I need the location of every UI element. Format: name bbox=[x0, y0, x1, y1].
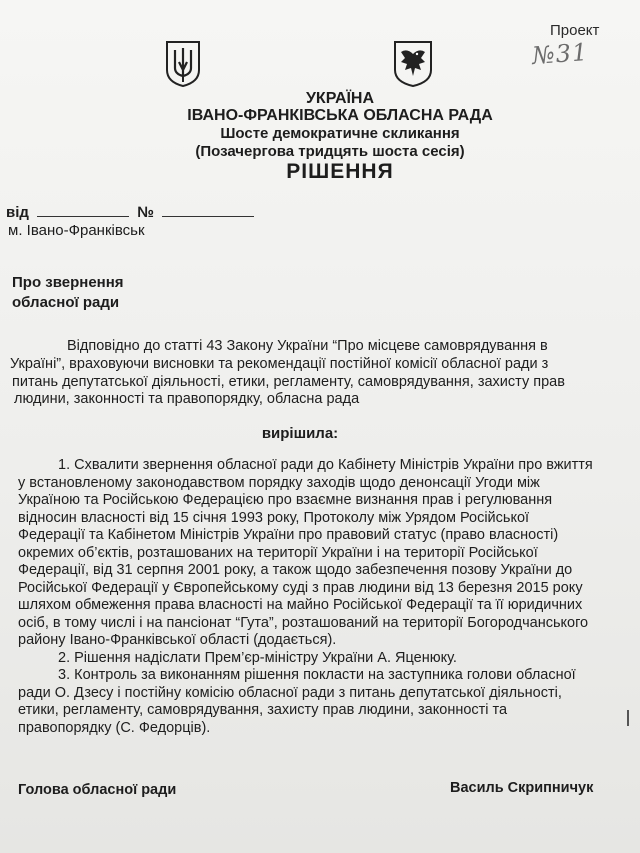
item1-line: 1. Схвалити звернення обласної ради до Кабінету Міністрів України про вжиття bbox=[58, 457, 593, 473]
eagle-regional-emblem-icon bbox=[393, 40, 433, 88]
subject-block bbox=[12, 273, 124, 313]
preamble-line: питань депутатської діяльності, етики, регламенту, самоврядування, захисту прав bbox=[12, 374, 565, 390]
date-blank bbox=[37, 204, 129, 217]
council-heading: ІВАНО-ФРАНКІВСЬКА ОБЛАСНА РАДА bbox=[187, 107, 493, 124]
item3-line: 3. Контроль за виконанням рішення покласти на заступника голови обласної bbox=[58, 667, 576, 683]
margin-mark bbox=[627, 710, 629, 726]
preamble-line: Відповідно до статті 43 Закону України “Про місцеве самоврядування в bbox=[67, 338, 548, 354]
project-label: Проект bbox=[550, 22, 600, 39]
city-line: м. Івано-Франківськ bbox=[8, 222, 145, 239]
document-type-heading: РІШЕННЯ bbox=[286, 160, 394, 183]
number-label: № bbox=[137, 204, 154, 221]
item1-line: відносин власності від 15 січня 1993 року, Протоколу між Урядом Російської bbox=[18, 510, 530, 526]
subject-line: Про звернення bbox=[12, 274, 124, 291]
item1-line: району Івано-Франківської області (додається). bbox=[18, 632, 337, 648]
country-heading: УКРАЇНА bbox=[305, 90, 375, 107]
decided-heading: вирішила: bbox=[261, 425, 339, 442]
item3-line: ради О. Дзесу і постійну комісію обласної ради з питань депутатської діяльності, bbox=[18, 685, 562, 701]
item3-line: правопорядку (С. Федорців). bbox=[18, 720, 211, 736]
signature-name: Василь Скрипничук bbox=[450, 780, 594, 796]
handwritten-number: №31 bbox=[531, 38, 590, 70]
item1-line: Україною та Російською Федерацією про взаємне визнання прав і регулювання bbox=[18, 492, 553, 508]
item1-line: шляхом обмеження права власності на майно Російської Федерації та її юридичних bbox=[18, 597, 583, 613]
item1-line: Російської Федерації у Європейському суді з прав людини від 13 березня 2015 року bbox=[18, 580, 583, 596]
item2-line: 2. Рішення надіслати Прем’єр-міністру України А. Яценюку. bbox=[58, 650, 457, 666]
preamble-line: Україні”, враховуючи висновки та рекомендації постійної комісії обласної ради з bbox=[10, 356, 549, 372]
item1-line: окремих об’єктів, розташованих на території України і на території Російської bbox=[18, 545, 538, 561]
trident-coat-of-arms-icon bbox=[165, 40, 201, 88]
number-blank bbox=[162, 204, 254, 217]
signature-position: Голова обласної ради bbox=[18, 782, 177, 798]
convocation-heading: Шосте демократичне скликання bbox=[220, 125, 460, 142]
item1-line: у встановленому законодавством порядку заходів щодо денонсації Угоди між bbox=[18, 475, 540, 491]
from-label: від bbox=[6, 204, 29, 221]
subject-line: обласної ради bbox=[12, 294, 120, 311]
item1-line: Федерації та Кабінетом Міністрів України про правовий статус (право власності) bbox=[18, 527, 559, 543]
item1-line: осіб, в тому числі і на пансіонат “Гута”, розташований на території Богородчанського bbox=[18, 615, 589, 631]
item3-line: етики, регламенту, самоврядування, захисту прав людини, законності та bbox=[18, 702, 508, 718]
preamble-line: людини, законності та правопорядку, обласна рада bbox=[14, 391, 360, 407]
item1-line: Федерації, від 31 серпня 2001 року, а також щодо забезпечення позову України до bbox=[18, 562, 573, 578]
session-heading: (Позачергова тридцять шоста сесія) bbox=[195, 143, 465, 160]
date-number-line bbox=[6, 204, 254, 221]
